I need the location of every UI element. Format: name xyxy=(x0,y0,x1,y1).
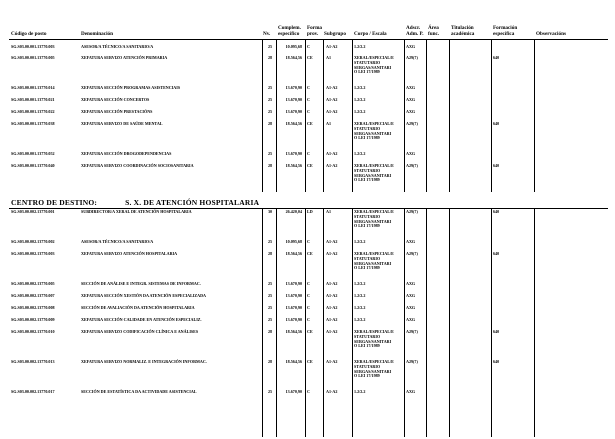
cell-provision-form: C xyxy=(307,389,310,394)
cell-level: 28 xyxy=(267,359,273,364)
column-separator xyxy=(426,40,427,192)
cell-training: 640 xyxy=(493,55,500,60)
cell-corps-line: 1.2/2.2 xyxy=(354,109,366,114)
cell-denomination: ASESOR/A TÉCNICO/A SANITARIO/A xyxy=(81,44,154,49)
cell-post-code: SG.S03.00.002.13770.002 xyxy=(11,239,55,244)
cell-corps-line: 1.2/2.2 xyxy=(354,317,366,322)
cell-subgroup: A1 xyxy=(326,55,332,60)
cell-provision-form: CE xyxy=(307,121,313,126)
column-separator xyxy=(404,209,405,437)
cell-subgroup: A1-A2 xyxy=(326,109,338,114)
cell-level: 25 xyxy=(267,317,273,322)
cell-provision-form: C xyxy=(307,317,310,322)
header-especifico: específico xyxy=(278,31,300,37)
cell-corps-line: XERAL/ESPECIAL/E xyxy=(354,209,394,214)
column-separator xyxy=(305,209,306,437)
cell-corps-line: 1.2/2.2 xyxy=(354,44,366,49)
cell-denomination: XEFATURA SERVIZO DE SAÚDE MENTAL xyxy=(81,121,163,126)
column-separator xyxy=(426,209,427,437)
cell-corps-line: 1.2/2.2 xyxy=(354,389,366,394)
header-nv: Nv. xyxy=(263,31,271,37)
cell-denomination: XEFATURA SERVIZO NORMALIZ. E INTEGRACIÓN INFORMAC. xyxy=(81,359,207,364)
cell-level: 25 xyxy=(267,293,273,298)
header-area: Área xyxy=(428,25,439,31)
cell-administration: AXG xyxy=(406,151,416,156)
cell-level: 28 xyxy=(267,121,273,126)
header-adscr: Adscr. xyxy=(406,25,421,31)
cell-post-code: SG.S03.00.002.13770.007 xyxy=(11,293,55,298)
cell-complement: 10.095,68 xyxy=(285,44,302,49)
cell-subgroup: A1-A2 xyxy=(326,305,338,310)
cell-corps-line: 1.2/2.2 xyxy=(354,239,366,244)
cell-administration: AXG xyxy=(406,97,416,102)
cell-corps-line: O LEI 17/1989 xyxy=(354,177,380,183)
cell-post-code: SG.S03.00.001.13770.021 xyxy=(11,97,55,102)
column-separator xyxy=(323,40,324,192)
column-separator xyxy=(491,209,492,437)
cell-complement: 18.564,56 xyxy=(285,55,302,60)
cell-training: 640 xyxy=(493,121,500,126)
header-func: func. xyxy=(428,31,440,37)
cell-corps-line: SERGAS/SANITARI xyxy=(354,130,392,136)
cell-post-code: SG.S03.00.002.13770.008 xyxy=(11,305,55,310)
cell-post-code: SG.S03.00.002.13770.010 xyxy=(11,329,55,334)
column-separator xyxy=(323,209,324,437)
cell-post-code: SG.S03.00.001.13770.003 xyxy=(11,44,55,49)
header-titulacion: Titulación xyxy=(451,25,474,31)
cell-corps-line: XERAL/ESPECIAL/E xyxy=(354,163,394,168)
column-separator xyxy=(534,40,535,192)
cell-subgroup: A1-A2 xyxy=(326,163,338,168)
cell-administration: AXG xyxy=(406,85,416,90)
cell-provision-form: C xyxy=(307,44,310,49)
cell-complement: 13.670,90 xyxy=(285,109,302,114)
cell-corps-line: XERAL/ESPECIAL/E xyxy=(354,329,394,334)
cell-corps-line: STATUTARIO xyxy=(354,333,381,339)
cell-level: 25 xyxy=(267,109,273,114)
cell-corps-line: O LEI 17/1989 xyxy=(354,265,380,271)
cell-complement: 18.564,56 xyxy=(285,251,302,256)
column-separator xyxy=(305,40,306,192)
cell-denomination: XEFATURA SECCIÓN CONCERTOS xyxy=(81,97,150,102)
header-denominacion: Denominación xyxy=(81,31,113,37)
cell-provision-form: CE xyxy=(307,55,313,60)
cell-administration: AXG xyxy=(406,44,416,49)
column-separator xyxy=(449,209,450,437)
cell-subgroup: A1-A2 xyxy=(326,317,338,322)
cell-denomination: SUBDIRECTOR/A XERAL DE ATENCIÓN HOSPITALARIA xyxy=(81,209,192,214)
cell-corps-line: 1.2/2.2 xyxy=(354,281,366,286)
cell-corps-line: XERAL/ESPECIAL/E xyxy=(354,55,394,60)
header-rule xyxy=(9,39,608,40)
column-separator xyxy=(404,40,405,192)
cell-administration: A29(7) xyxy=(406,251,418,256)
cell-subgroup: A1-A2 xyxy=(326,293,338,298)
cell-subgroup: A1-A2 xyxy=(326,85,338,90)
cell-corps-line: 1.2/2.2 xyxy=(354,97,366,102)
cell-level: 28 xyxy=(267,251,273,256)
cell-complement: 26.420,04 xyxy=(285,209,302,214)
cell-complement: 18.564,56 xyxy=(285,359,302,364)
cell-level: 25 xyxy=(267,239,273,244)
cell-level: 25 xyxy=(267,44,273,49)
cell-denomination: SECCIÓN DE ANÁLISE E INTEGR. SISTEMAS DE INFORMAC. xyxy=(81,281,201,286)
cell-subgroup: A1-A2 xyxy=(326,329,338,334)
cell-complement: 13.670,90 xyxy=(285,151,302,156)
cell-level: 30 xyxy=(267,209,273,214)
cell-corps-line: SERGAS/SANITARI xyxy=(354,338,392,344)
cell-level: 25 xyxy=(267,85,273,90)
cell-level: 28 xyxy=(267,163,273,168)
header-codigo: Código de posto xyxy=(11,31,47,37)
cell-administration: A29(7) xyxy=(406,121,418,126)
cell-subgroup: A1-A2 xyxy=(326,239,338,244)
cell-corps-line: O LEI 17/1989 xyxy=(354,223,380,229)
cell-level: 25 xyxy=(267,305,273,310)
cell-provision-form: CE xyxy=(307,251,313,256)
cell-subgroup: A1-A2 xyxy=(326,44,338,49)
cell-administration: A29(7) xyxy=(406,209,418,214)
center-label: CENTRO DE DESTINO: xyxy=(11,198,98,207)
cell-corps-line: 1.2/2.2 xyxy=(354,293,366,298)
cell-provision-form: C xyxy=(307,85,310,90)
cell-subgroup: A1-A2 xyxy=(326,97,338,102)
cell-denomination: XEFATURA SECCIÓN PRESTACIÓNS xyxy=(81,109,153,114)
cell-training: 640 xyxy=(493,251,500,256)
cell-corps-line: STATUTARIO xyxy=(354,255,381,261)
column-separator xyxy=(262,209,263,437)
cell-administration: AXG xyxy=(406,305,416,310)
cell-corps-line: STATUTARIO xyxy=(354,363,381,369)
cell-training: 640 xyxy=(493,209,500,214)
cell-level: 25 xyxy=(267,389,273,394)
header-observaciones: Observacións xyxy=(536,31,566,37)
cell-training: 640 xyxy=(493,359,500,364)
cell-subgroup: A1-A2 xyxy=(326,151,338,156)
cell-post-code: SG.S03.00.001.13770.022 xyxy=(11,109,55,114)
header-corpo: Corpo / Escala xyxy=(354,31,387,37)
cell-denomination: ASESOR/A TÉCNICO/A SANITARIO/A xyxy=(81,239,154,244)
header-subgrupo: Subgrupo xyxy=(324,31,346,37)
cell-provision-form: C xyxy=(307,281,310,286)
cell-complement: 13.670,90 xyxy=(285,305,302,310)
cell-provision-form: C xyxy=(307,151,310,156)
cell-complement: 18.564,56 xyxy=(285,163,302,168)
header-complem: Complem. xyxy=(278,25,301,31)
cell-post-code: SG.S03.00.002.13770.013 xyxy=(11,359,55,364)
cell-administration: AXG xyxy=(406,239,416,244)
cell-corps-line: STATUTARIO xyxy=(354,125,381,131)
cell-corps-line: 1.2/2.2 xyxy=(354,305,366,310)
cell-provision-form: CE xyxy=(307,163,313,168)
cell-corps-line: SERGAS/SANITARI xyxy=(354,64,392,70)
cell-denomination: XEFATURA SERVIZO CODIFICACIÓN CLÍNICA E ANÁLISES xyxy=(81,329,199,334)
cell-denomination: XEFATURA SECCIÓN XESTIÓN DA ATENCIÓN ESPECIALIZADA xyxy=(81,293,206,298)
cell-complement: 13.670,90 xyxy=(285,317,302,322)
cell-denomination: XEFATURA SERVIZO COORDINACIÓN SOCIOSANITARIA xyxy=(81,163,194,168)
header-prov: prov. xyxy=(307,31,319,37)
cell-post-code: SG.S03.00.001.13770.014 xyxy=(11,85,55,90)
cell-corps-line: SERGAS/SANITARI xyxy=(354,218,392,224)
cell-corps-line: XERAL/ESPECIAL/E xyxy=(354,121,394,126)
cell-complement: 18.564,56 xyxy=(285,121,302,126)
cell-denomination: XEFATURA SECCIÓN DROGODEPENDENCIAS xyxy=(81,151,172,156)
header-formacion-esp: específica xyxy=(493,31,515,37)
header-adm: Adm. P. xyxy=(406,31,424,37)
cell-post-code: SG.S03.00.001.13770.005 xyxy=(11,55,55,60)
cell-post-code: SG.S03.00.002.13770.017 xyxy=(11,389,55,394)
cell-corps-line: SERGAS/SANITARI xyxy=(354,260,392,266)
column-separator xyxy=(534,209,535,437)
cell-level: 28 xyxy=(267,55,273,60)
cell-complement: 13.670,90 xyxy=(285,97,302,102)
cell-corps-line: SERGAS/SANITARI xyxy=(354,368,392,374)
cell-provision-form: CE xyxy=(307,329,313,334)
cell-denomination: XEFATURA SERVIZO ATENCIÓN HOSPITALARIA xyxy=(81,251,178,256)
cell-administration: AXG xyxy=(406,281,416,286)
cell-administration: AXG xyxy=(406,109,416,114)
cell-corps-line: 1.2/2.2 xyxy=(354,151,366,156)
column-separator xyxy=(262,40,263,192)
column-separator xyxy=(276,40,277,192)
cell-administration: A29(7) xyxy=(406,55,418,60)
cell-corps-line: STATUTARIO xyxy=(354,59,381,65)
cell-post-code: SG.S03.00.002.13770.009 xyxy=(11,317,55,322)
cell-corps-line: STATUTARIO xyxy=(354,167,381,173)
cell-complement: 18.564,56 xyxy=(285,329,302,334)
cell-provision-form: CE xyxy=(307,359,313,364)
center-heading xyxy=(11,198,259,207)
cell-complement: 13.670,90 xyxy=(285,85,302,90)
cell-subgroup: A1-A2 xyxy=(326,281,338,286)
column-separator xyxy=(352,40,353,192)
column-separator xyxy=(491,40,492,192)
cell-subgroup: A1-A2 xyxy=(326,251,338,256)
cell-provision-form: C xyxy=(307,293,310,298)
cell-provision-form: C xyxy=(307,239,310,244)
header-academica: académica xyxy=(451,31,475,37)
cell-provision-form: C xyxy=(307,109,310,114)
cell-corps-line: XERAL/ESPECIAL/E xyxy=(354,359,394,364)
cell-complement: 13.670,90 xyxy=(285,389,302,394)
cell-corps-line: XERAL/ESPECIAL/E xyxy=(354,251,394,256)
cell-post-code: SG.S03.00.002.13770.003 xyxy=(11,251,55,256)
cell-subgroup: A1-A2 xyxy=(326,389,338,394)
cell-subgroup: A1 xyxy=(326,209,332,214)
cell-level: 25 xyxy=(267,97,273,102)
cell-administration: A29(7) xyxy=(406,359,418,364)
cell-provision-form: LD xyxy=(307,209,313,214)
cell-level: 25 xyxy=(267,281,273,286)
cell-provision-form: C xyxy=(307,305,310,310)
cell-denomination: XEFATURA SECCIÓN PROGRAMAS ASISTENCIAIS xyxy=(81,85,181,90)
cell-subgroup: A1 xyxy=(326,121,332,126)
cell-administration: AXG xyxy=(406,293,416,298)
column-separator xyxy=(449,40,450,192)
cell-provision-form: C xyxy=(307,97,310,102)
cell-corps-line: O LEI 17/1989 xyxy=(354,69,380,75)
cell-subgroup: A1-A2 xyxy=(326,359,338,364)
cell-administration: AXG xyxy=(406,317,416,322)
cell-corps-line: 1.2/2.2 xyxy=(354,85,366,90)
cell-denomination: SECCIÓN DE AVALIACIÓN DA ATENCIÓN HOSPITALARIA xyxy=(81,305,195,310)
cell-post-code: SG.S03.00.002.13770.001 xyxy=(11,209,55,214)
cell-level: 28 xyxy=(267,329,273,334)
cell-denomination: XEFATURA SECCIÓN CALIDADE EN ATENCIÓN ESPECIALIZ. xyxy=(81,317,202,322)
cell-denomination: SECCIÓN DE ESTATÍSTICA DA ACTIVIDADE ASISTENCIAL xyxy=(81,389,197,394)
cell-complement: 13.670,90 xyxy=(285,293,302,298)
column-separator xyxy=(352,209,353,437)
cell-complement: 13.670,90 xyxy=(285,281,302,286)
cell-complement: 10.095,68 xyxy=(285,239,302,244)
cell-corps-line: SERGAS/SANITARI xyxy=(354,172,392,178)
cell-denomination: XEFATURA SERVIZO ATENCIÓN PRIMARIA xyxy=(81,55,168,60)
cell-administration: A29(7) xyxy=(406,163,418,168)
center-name: S. X. DE ATENCIÓN HOSPITALARIA xyxy=(125,198,260,207)
cell-post-code: SG.S03.00.001.13770.040 xyxy=(11,163,55,168)
header-forma: Forma xyxy=(307,25,322,31)
cell-corps-line: O LEI 17/1989 xyxy=(354,343,380,349)
cell-administration: A29(7) xyxy=(406,329,418,334)
cell-corps-line: STATUTARIO xyxy=(354,213,381,219)
cell-post-code: SG.S03.00.001.13770.052 xyxy=(11,151,55,156)
cell-level: 25 xyxy=(267,151,273,156)
column-separator xyxy=(276,209,277,437)
cell-corps-line: O LEI 17/1989 xyxy=(354,135,380,141)
cell-administration: AXG xyxy=(406,389,416,394)
cell-post-code: SG.S03.00.001.13770.038 xyxy=(11,121,55,126)
cell-corps-line: O LEI 17/1989 xyxy=(354,373,380,379)
header-formacion: Formación xyxy=(493,25,518,31)
cell-post-code: SG.S03.00.002.13770.005 xyxy=(11,281,55,286)
cell-training: 640 xyxy=(493,329,500,334)
cell-training: 640 xyxy=(493,163,500,168)
